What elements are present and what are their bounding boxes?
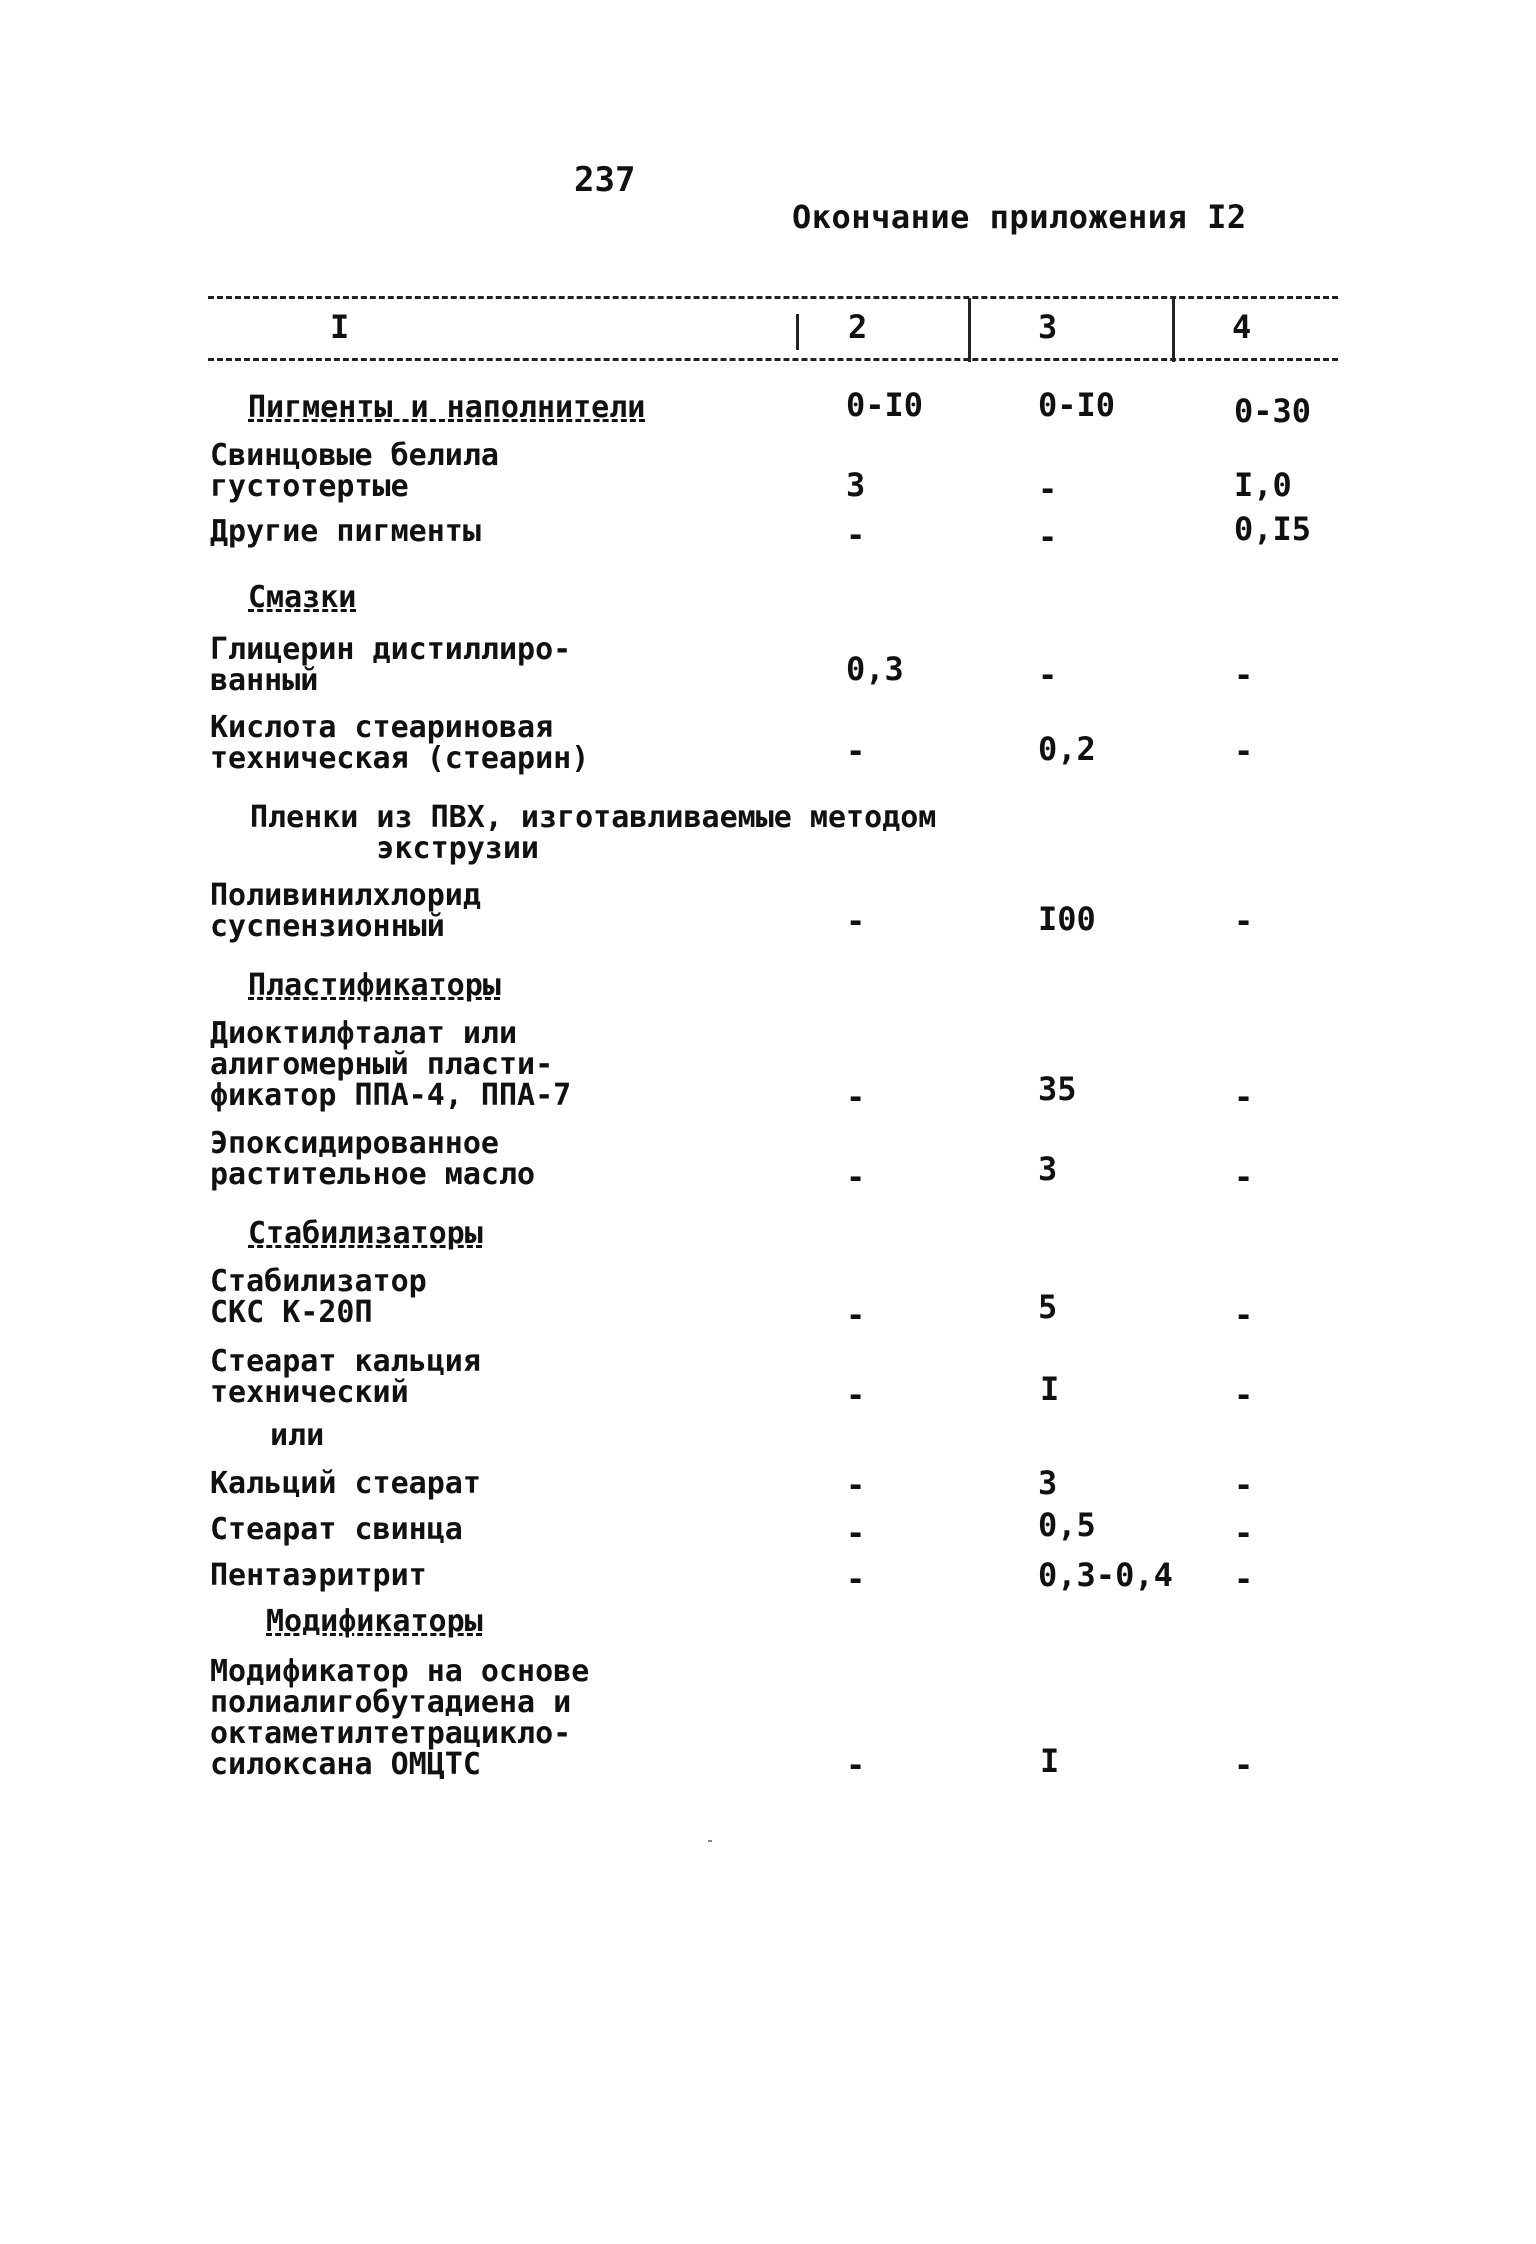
header-divider [968,298,971,362]
table-cell: - [1234,732,1254,770]
table-cell: 0,2 [1038,730,1096,768]
section-heading: Пленки из ПВХ, изготавливаемые методом экструзии [250,800,937,866]
table-cell: - [1234,1078,1254,1116]
table-top-rule [208,296,1338,299]
row-label: Эпоксидированное растительное масло [210,1126,536,1192]
table-cell: 0-I0 [846,386,924,424]
row-label: Диоктилфталат или алигомерный пласти- фикатор ППА-4, ППА-7 [210,1016,572,1113]
table-cell: 3 [1038,1150,1058,1188]
table-cell: - [846,1746,866,1784]
column-header-3: 3 [1038,308,1058,346]
table-cell: - [846,516,866,554]
table-cell: - [1234,902,1254,940]
table-cell: - [1038,518,1058,556]
table-cell: 0,I5 [1234,510,1312,548]
table-cell: - [1234,1296,1254,1334]
table-cell: - [1234,1514,1254,1552]
table-cell: - [846,1296,866,1334]
section-heading: Стабилизаторы [248,1216,483,1251]
row-label: Пентаэритрит [210,1558,427,1593]
section-heading: Смазки [248,580,357,615]
table-cell: 0,5 [1038,1506,1096,1544]
table-cell: - [846,1514,866,1552]
appendix-title: Окончание приложения I2 [792,198,1247,236]
section-heading: Модификаторы [266,1604,483,1639]
table-cell: - [846,1078,866,1116]
table-cell: 0-I0 [1038,386,1116,424]
table-cell: 5 [1038,1288,1058,1326]
table-cell: 35 [1038,1070,1077,1108]
table-cell: - [1038,656,1058,694]
table-cell: - [1234,1466,1254,1504]
row-label: Кальций стеарат [210,1466,481,1501]
table-cell: 0-30 [1234,392,1312,430]
table-cell: - [846,902,866,940]
table-cell: - [1234,1560,1254,1598]
column-header-4: 4 [1232,308,1252,346]
row-label: Другие пигменты [210,514,481,549]
table-cell: - [846,732,866,770]
row-label-or: или [270,1418,325,1453]
header-divider [1172,298,1175,362]
table-cell: I,0 [1234,466,1292,504]
table-cell: I [1040,1370,1060,1408]
row-label: Модификатор на основе полиалигобутадиена и октаметилтетрациклo- силоксана ОМЦТС [210,1654,590,1782]
section-heading: Пигменты и наполнители [248,390,646,425]
table-cell: - [846,1158,866,1196]
page-number: 237 [574,160,636,200]
table-header-rule [208,358,1338,361]
row-label: Стабилизатор СКС К-20П [210,1264,427,1330]
row-label: Кислота стеариновая техническая (стеарин) [210,710,590,776]
table-cell: - [1234,656,1254,694]
column-header-2: 2 [848,308,868,346]
table-cell: - [846,1376,866,1414]
table-cell: - [846,1560,866,1598]
row-label: Стеарат свинца [210,1512,463,1547]
column-header-1: I [330,308,350,346]
table-cell: - [1234,1746,1254,1784]
table-cell: 3 [1038,1464,1058,1502]
row-label: Свинцовые белила густотертые [210,438,499,504]
table-cell: 0,3 [846,650,904,688]
table-cell: I [1040,1742,1060,1780]
table-cell: - [1038,470,1058,508]
row-label: Стеарат кальция технический [210,1344,481,1410]
table-cell: 3 [846,466,866,504]
section-heading: Пластификаторы [248,968,501,1003]
table-cell: - [1234,1158,1254,1196]
row-label: Поливинилхлорид суспензионный [210,878,481,944]
table-cell: 0,3-0,4 [1038,1556,1173,1594]
table-cell: - [846,1466,866,1504]
table-cell: - [1234,1376,1254,1414]
scan-speck [708,1840,712,1842]
row-label: Глицерин дистиллиро- ванный [210,632,572,698]
table-cell: I00 [1038,900,1096,938]
header-divider [796,314,799,350]
